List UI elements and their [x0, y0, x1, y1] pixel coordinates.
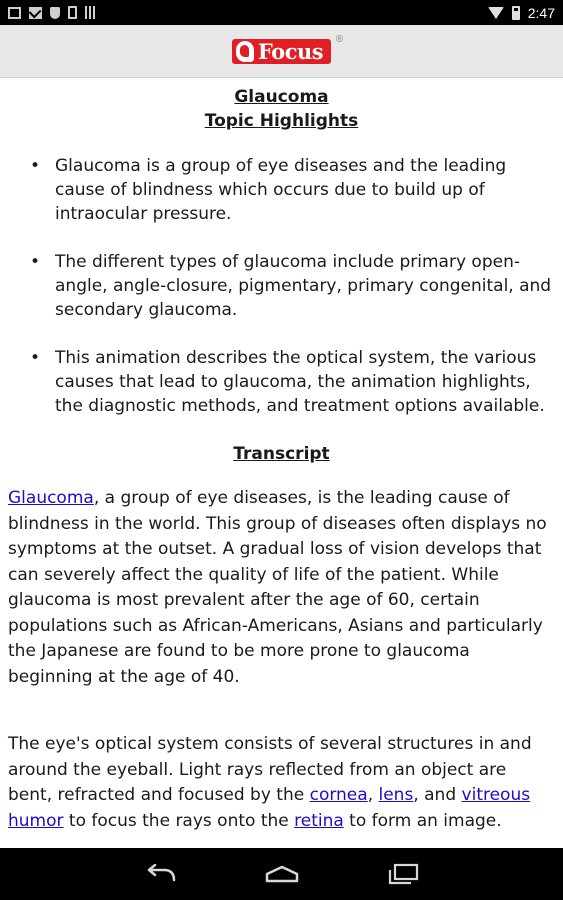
highlights-list	[8, 154, 555, 418]
back-icon	[144, 864, 178, 884]
phone-icon	[68, 6, 77, 19]
paragraph-text: ,	[367, 785, 379, 805]
home-icon	[264, 864, 300, 884]
bullet-icon: •	[30, 156, 41, 176]
logo-text: Focus	[257, 38, 324, 64]
bullet-icon: •	[30, 348, 41, 368]
transcript-heading: Transcript	[233, 444, 330, 464]
focus-logo	[232, 33, 344, 64]
recents-button[interactable]	[373, 854, 433, 894]
paragraph-text: to focus the rays onto the	[63, 810, 295, 831]
screenshot-icon	[8, 7, 21, 19]
bullet-icon: •	[30, 252, 41, 272]
list-item	[30, 154, 555, 226]
home-button[interactable]	[252, 854, 312, 894]
retina-link[interactable]: retina	[294, 810, 344, 831]
page-title: Glaucoma	[234, 87, 329, 107]
list-item	[30, 250, 555, 322]
wifi-icon	[488, 7, 504, 19]
highlight-text: This animation describes the optical system, the various causes that lead to glaucoma, the animation highlights, the diagnostic methods, and treatment options available.	[55, 348, 545, 416]
list-item	[30, 346, 555, 418]
title-block	[8, 85, 555, 133]
highlight-text: Glaucoma is a group of eye diseases and the leading cause of blindness which occurs due to build up of intraocular pressure.	[55, 156, 507, 224]
recents-icon	[386, 863, 420, 885]
lens-link[interactable]: lens	[378, 785, 414, 805]
registered-mark: ®	[335, 33, 344, 45]
back-button[interactable]	[131, 854, 191, 894]
logo-head-icon	[236, 41, 254, 62]
transcript-paragraph-1	[8, 486, 555, 690]
status-time: 2:47	[527, 4, 555, 21]
shield-icon	[50, 7, 60, 19]
status-bar	[0, 0, 563, 25]
cornea-link[interactable]: cornea	[309, 785, 368, 805]
transcript-paragraph-2	[8, 732, 555, 834]
glaucoma-link[interactable]: Glaucoma	[8, 488, 94, 508]
status-right	[488, 5, 555, 21]
vitreous-humor-link[interactable]: vitreous humor	[8, 785, 531, 831]
status-left	[8, 6, 97, 19]
battery-icon	[512, 6, 520, 20]
page-subtitle: Topic Highlights	[204, 111, 359, 131]
article-content[interactable]	[0, 78, 563, 848]
mail-icon	[29, 7, 42, 19]
navigation-bar	[0, 848, 563, 900]
transcript-heading-block	[8, 442, 555, 466]
highlight-text: The different types of glaucoma include primary open-angle, angle-closure, pigmentary, primary congenital, and secondary glaucoma.	[55, 252, 552, 320]
paragraph-text: The eye's optical system consists of several structures in and around the eyeball. Light rays reflected from an object are bent, refracted and focused by the	[8, 734, 532, 805]
app-header	[0, 25, 563, 78]
paragraph-text: , and	[413, 785, 462, 805]
paragraph-text: to form an image.	[343, 810, 502, 831]
paragraph-text: , a group of eye diseases, is the leading cause of blindness in the world. This group of diseases often displays no symptoms at the outset. A gradual loss of vision develops that can severely affect the quality of life of the patient. While glaucoma is most prevalent after the age of 60, certain populations such as African-Americans, Asians and particularly the Japanese are found to be more prone to glaucoma beginning at the age of 40.	[8, 488, 547, 687]
signal-bars-icon	[85, 6, 97, 19]
